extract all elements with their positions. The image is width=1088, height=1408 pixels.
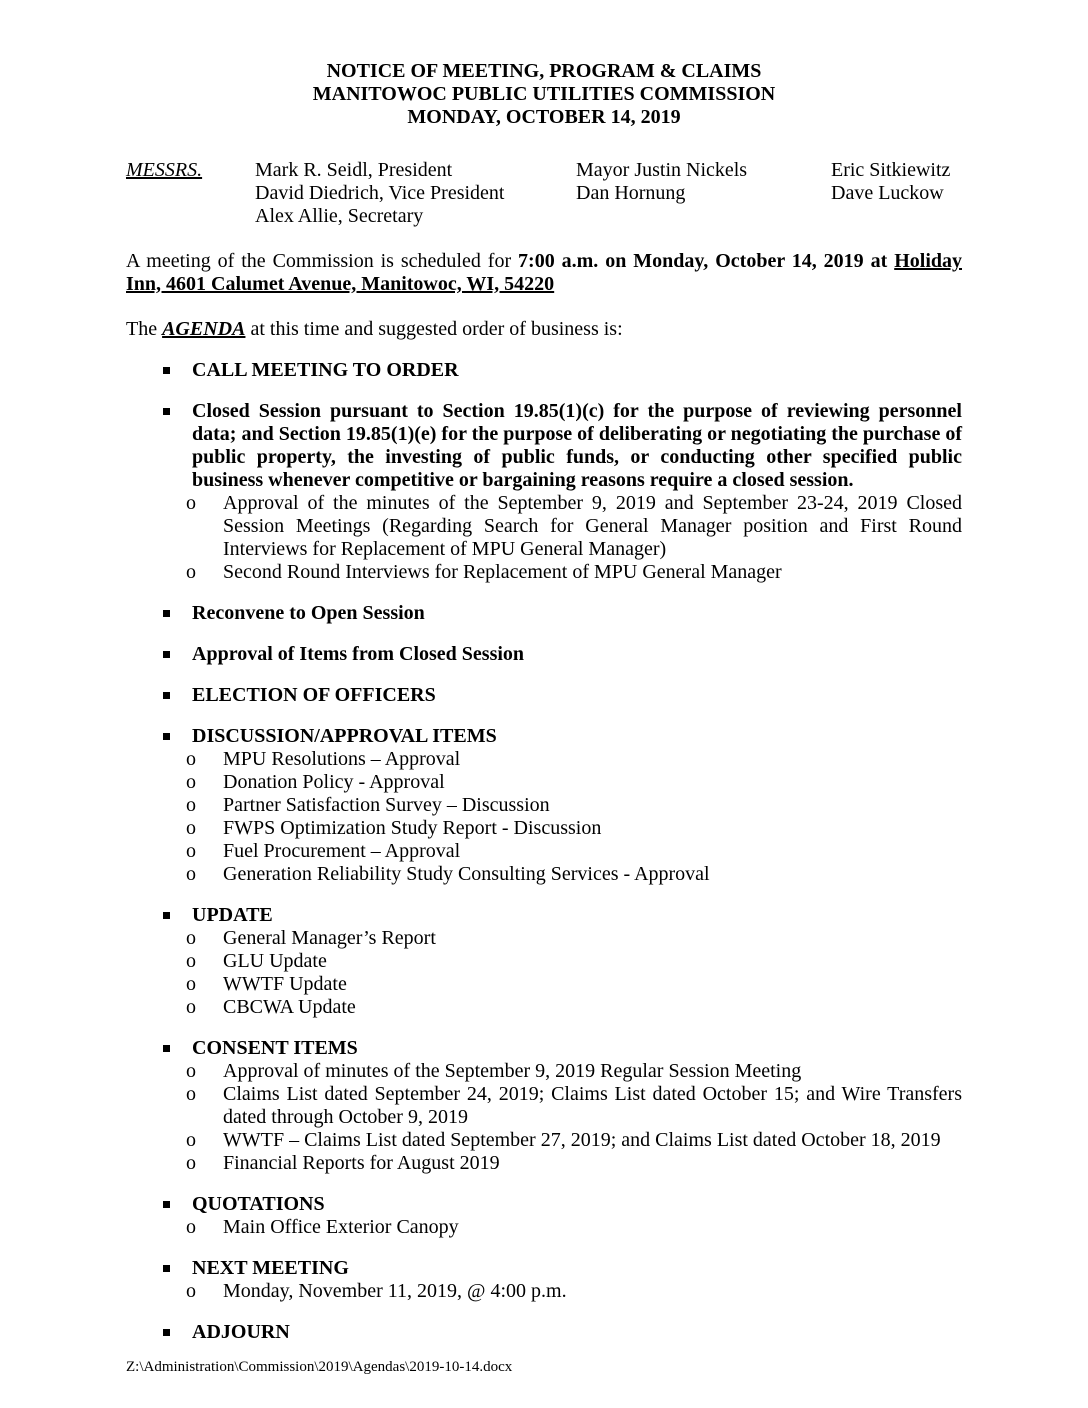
square-bullet-icon bbox=[163, 602, 192, 625]
meeting-schedule-paragraph bbox=[126, 250, 962, 296]
agenda-item-label: NEXT MEETING bbox=[192, 1257, 349, 1279]
commissioner-name: Eric Sitkiewitz bbox=[831, 159, 951, 181]
agenda-subitem-text: Donation Policy - Approval bbox=[223, 771, 445, 793]
agenda-subitem-text: Generation Reliability Study Consulting Services - Approval bbox=[223, 863, 710, 885]
meeting-location: Holiday Inn, 4601 Calumet Avenue, Manitowoc, WI, 54220 bbox=[126, 250, 962, 295]
agenda-subitem-text: Second Round Interviews for Replacement of MPU General Manager bbox=[223, 561, 782, 583]
square-bullet-icon bbox=[163, 1321, 192, 1344]
document-title-block bbox=[126, 60, 962, 129]
agenda-subitem-text: Partner Satisfaction Survey – Discussion bbox=[223, 794, 550, 816]
commissioners-column-2 bbox=[576, 159, 831, 228]
agenda-subitem bbox=[186, 794, 962, 817]
agenda-subitem bbox=[186, 973, 962, 996]
commissioner-name: Mark R. Seidl, President bbox=[255, 159, 453, 181]
agenda-item-reconvene bbox=[163, 602, 962, 625]
agenda-subitem bbox=[186, 1129, 962, 1152]
agenda-subitem bbox=[186, 840, 962, 863]
agenda-subitem bbox=[186, 748, 962, 771]
agenda-subitem bbox=[186, 996, 962, 1019]
agenda-item-election-of-officers bbox=[163, 684, 962, 707]
messrs-label-cell bbox=[126, 159, 255, 228]
commissioner-name: Dan Hornung bbox=[576, 182, 686, 204]
agenda-subitem bbox=[186, 1060, 962, 1083]
title-line-2: MANITOWOC PUBLIC UTILITIES COMMISSION bbox=[312, 83, 776, 105]
agenda-subitem-text: Approval of minutes of the September 9, 2019 Regular Session Meeting bbox=[223, 1060, 802, 1082]
agenda-item-next-meeting bbox=[163, 1257, 962, 1280]
agenda-item-label: UPDATE bbox=[192, 904, 273, 926]
commissioner-name: Alex Allie, Secretary bbox=[255, 205, 424, 227]
square-bullet-icon bbox=[163, 400, 192, 492]
agenda-item-label: DISCUSSION/APPROVAL ITEMS bbox=[192, 725, 497, 747]
circle-bullet-marker: o bbox=[186, 950, 196, 972]
agenda-item-approval-closed-items bbox=[163, 643, 962, 666]
agenda-intro-pre: The bbox=[126, 318, 163, 340]
circle-bullet-marker: o bbox=[186, 1129, 196, 1151]
square-bullet-icon bbox=[163, 1193, 192, 1216]
commissioners-column-3 bbox=[831, 159, 962, 228]
agenda-subitem bbox=[186, 561, 962, 584]
circle-bullet-marker: o bbox=[186, 794, 196, 816]
agenda-item-label: CALL MEETING TO ORDER bbox=[192, 359, 459, 381]
agenda-intro-post: at this time and suggested order of business is: bbox=[245, 318, 623, 340]
agenda-subitem-text: General Manager’s Report bbox=[223, 927, 436, 949]
agenda-subitem-text: Claims List dated September 24, 2019; Claims List dated October 15; and Wire Transfers dated through October 9, 2019 bbox=[223, 1083, 962, 1128]
agenda-item-label: ADJOURN bbox=[192, 1321, 290, 1343]
circle-bullet-marker: o bbox=[186, 1060, 196, 1082]
agenda-subitem bbox=[186, 927, 962, 950]
agenda-item-label: CONSENT ITEMS bbox=[192, 1037, 358, 1059]
circle-bullet-marker: o bbox=[186, 996, 196, 1018]
agenda-subitem-text: Monday, November 11, 2019, @ 4:00 p.m. bbox=[223, 1280, 567, 1302]
square-bullet-icon bbox=[163, 1037, 192, 1060]
agenda-item-label: Closed Session pursuant to Section 19.85(1)(c) for the purpose of reviewing personnel data; and Section 19.85(1)(e) for the purpose of deliberating or negotiating the purchase of public property, the investing of public funds, or conducting other specified public business whenever competitive or bargaining reasons require a closed session. bbox=[192, 400, 962, 491]
title-line-3: MONDAY, OCTOBER 14, 2019 bbox=[407, 106, 681, 128]
circle-bullet-marker: o bbox=[186, 863, 196, 885]
commissioners-section bbox=[126, 159, 962, 228]
square-bullet-icon bbox=[163, 684, 192, 707]
agenda-subitem-text: Main Office Exterior Canopy bbox=[223, 1216, 459, 1238]
commissioner-name: Dave Luckow bbox=[831, 182, 944, 204]
commissioners-column-1 bbox=[255, 159, 576, 228]
agenda-subitem bbox=[186, 1152, 962, 1175]
circle-bullet-marker: o bbox=[186, 927, 196, 949]
agenda-subitem bbox=[186, 771, 962, 794]
circle-bullet-marker: o bbox=[186, 1216, 196, 1238]
circle-bullet-marker: o bbox=[186, 1083, 196, 1105]
circle-bullet-marker: o bbox=[186, 1152, 196, 1174]
agenda-item-label: Approval of Items from Closed Session bbox=[192, 643, 525, 665]
messrs-label: MESSRS. bbox=[126, 159, 203, 181]
circle-bullet-marker: o bbox=[186, 973, 196, 995]
square-bullet-icon bbox=[163, 725, 192, 748]
agenda-item-label: ELECTION OF OFFICERS bbox=[192, 684, 436, 706]
circle-bullet-marker: o bbox=[186, 1280, 196, 1302]
agenda-subitem-text: FWPS Optimization Study Report - Discussion bbox=[223, 817, 602, 839]
agenda-subitem-text: CBCWA Update bbox=[223, 996, 356, 1018]
agenda-subitem bbox=[186, 950, 962, 973]
agenda-subitem-text: WWTF Update bbox=[223, 973, 347, 995]
agenda-subitem bbox=[186, 1083, 962, 1129]
agenda-item-update bbox=[163, 904, 962, 927]
agenda-item-call-to-order bbox=[163, 359, 962, 382]
agenda-item-label: QUOTATIONS bbox=[192, 1193, 325, 1215]
title-line-1: NOTICE OF MEETING, PROGRAM & CLAIMS bbox=[326, 60, 762, 82]
agenda-subitem bbox=[186, 863, 962, 886]
circle-bullet-marker: o bbox=[186, 817, 196, 839]
meeting-text-normal: A meeting of the Commission is scheduled for bbox=[126, 250, 519, 272]
agenda-subitem bbox=[186, 1216, 962, 1239]
agenda-subitem-text: GLU Update bbox=[223, 950, 327, 972]
document-file-path: Z:\Administration\Commission\2019\Agendas\2019-10-14.docx bbox=[126, 1359, 513, 1375]
agenda-subitem-text: Financial Reports for August 2019 bbox=[223, 1152, 500, 1174]
square-bullet-icon bbox=[163, 904, 192, 927]
agenda-subitem-text: Approval of the minutes of the September 9, 2019 and September 23-24, 2019 Closed Session Meetings (Regarding Search for General Manager position and First Round Interviews for Replacement of MPU General Manager) bbox=[223, 492, 962, 560]
circle-bullet-marker: o bbox=[186, 492, 196, 514]
circle-bullet-marker: o bbox=[186, 771, 196, 793]
agenda-subitem-text: WWTF – Claims List dated September 27, 2019; and Claims List dated October 18, 2019 bbox=[223, 1129, 941, 1151]
agenda-word: AGENDA bbox=[162, 318, 246, 340]
meeting-text-bold: 7:00 a.m. on Monday, October 14, 2019 at bbox=[518, 250, 895, 272]
square-bullet-icon bbox=[163, 359, 192, 382]
square-bullet-icon bbox=[163, 643, 192, 666]
agenda-item-discussion-approval bbox=[163, 725, 962, 748]
agenda-subitem bbox=[186, 1280, 962, 1303]
agenda-subitem-text: Fuel Procurement – Approval bbox=[223, 840, 461, 862]
agenda-item-label: Reconvene to Open Session bbox=[192, 602, 425, 624]
circle-bullet-marker: o bbox=[186, 561, 196, 583]
commissioner-name: Mayor Justin Nickels bbox=[576, 159, 748, 181]
commissioner-name: David Diedrich, Vice President bbox=[255, 182, 505, 204]
square-bullet-icon bbox=[163, 1257, 192, 1280]
agenda-subitem bbox=[186, 817, 962, 840]
circle-bullet-marker: o bbox=[186, 748, 196, 770]
agenda-list bbox=[126, 359, 962, 1344]
agenda-subitem-text: MPU Resolutions – Approval bbox=[223, 748, 461, 770]
agenda-item-adjourn bbox=[163, 1321, 962, 1344]
agenda-item-consent-items bbox=[163, 1037, 962, 1060]
agenda-item-closed-session bbox=[163, 400, 962, 492]
agenda-subitem bbox=[186, 492, 962, 561]
circle-bullet-marker: o bbox=[186, 840, 196, 862]
agenda-item-quotations bbox=[163, 1193, 962, 1216]
agenda-intro-line bbox=[126, 318, 962, 341]
